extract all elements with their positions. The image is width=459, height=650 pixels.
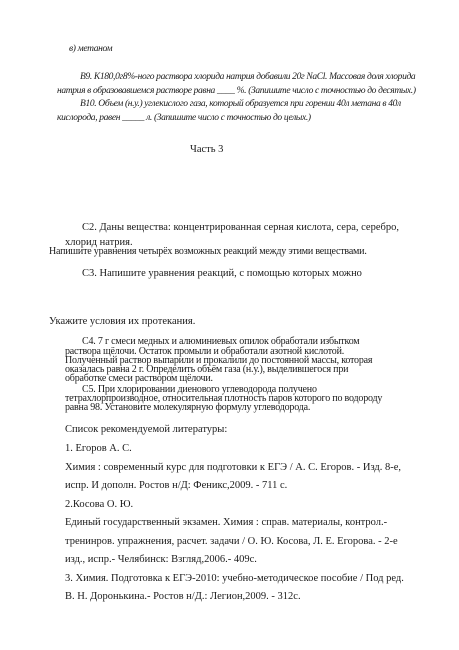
task-b10-line-1: В10. Объем (н.у.) углекислого газа, который образуется при горении 40л метана в 40л [80,99,401,109]
task-c3-line-1: С3. Напишите уравнения реакций, с помощью которых можно [82,268,362,279]
reference-line: 1. Егоров А. С. [65,443,132,454]
reference-line: Единый государственный экзамен. Химия : справ. материалы, контрол.- [65,517,388,528]
task-c4-line-2: раствора щёлочи. Остаток промыли и обработали азотной кислотой. [65,346,345,357]
task-b10-line-2: кислорода, равен _____ л. (Запишите число с точностью до целых.) [57,113,311,123]
task-c4-line-1: С4. 7 г смеси медных и алюминиевых опилок обработали избытком [82,336,360,347]
reference-line: Химия : современный курс для подготовки к ЕГЭ / А. С. Егоров. - Изд. 8-е, [65,462,402,473]
task-c3-line-2: Укажите условия их протекания. [49,316,196,327]
option-v: в) метаном [69,44,113,54]
task-c4-line-4: оказалась равна 2 г. Определить объём газа (н.у.), выделившегося при [65,364,349,375]
task-b9-line-2: натрия в образовавшемся растворе равна ____ %. (Запишите число с точностью до десятых.) [57,86,416,96]
task-c5-line-2: тетрахлорпроизводное, относительная плотность паров которого по водороду [65,393,383,404]
task-b9-line-1: В9. К180,0г8%-ного раствора хлорида натрия добавили 20г NaCl. Массовая доля хлорида [80,72,416,82]
task-c5-line-3: равна 98. Установите молекулярную формулу углеводорода. [65,402,311,413]
reference-line: 2.Косова О. Ю. [65,499,134,510]
part-title: Часть 3 [190,144,224,155]
task-c2-line-2: хлорид натрия. [65,237,133,248]
task-c5-line-1: С5. При хлорировании диенового углеводорода получено [82,384,317,395]
reference-line: испр. И дополн. Ростов н/Д: Феникс,2009. - 711 с. [65,480,288,491]
task-c2-line-3: Напишите уравнения четырёх возможных реакций между этими веществами. [49,246,367,257]
reference-line: 3. Химия. Подготовка к ЕГЭ-2010: учебно-методическое пособие / Под ред. [65,573,404,584]
reference-line: тренинров. упражнения, расчет. задачи / О. Ю. Косова, Л. Е. Егорова. - 2-е [65,536,398,547]
reference-line: изд., испр.- Челябинск: Взгляд,2006.- 409с. [65,554,257,565]
task-c4-line-3: Полученный раствор выпарили и прокалили до постоянной массы, которая [65,355,373,366]
reference-line: В. Н. Доронькина.- Ростов н/Д.: Легион,2009. - 312с. [65,591,301,602]
task-c2-line-1: С2. Даны вещества: концентрированная серная кислота, сера, серебро, [82,222,399,233]
task-c4-line-5: обработке смеси раствором щёлочи. [65,373,213,384]
references-title: Список рекомендуемой литературы: [65,424,228,435]
